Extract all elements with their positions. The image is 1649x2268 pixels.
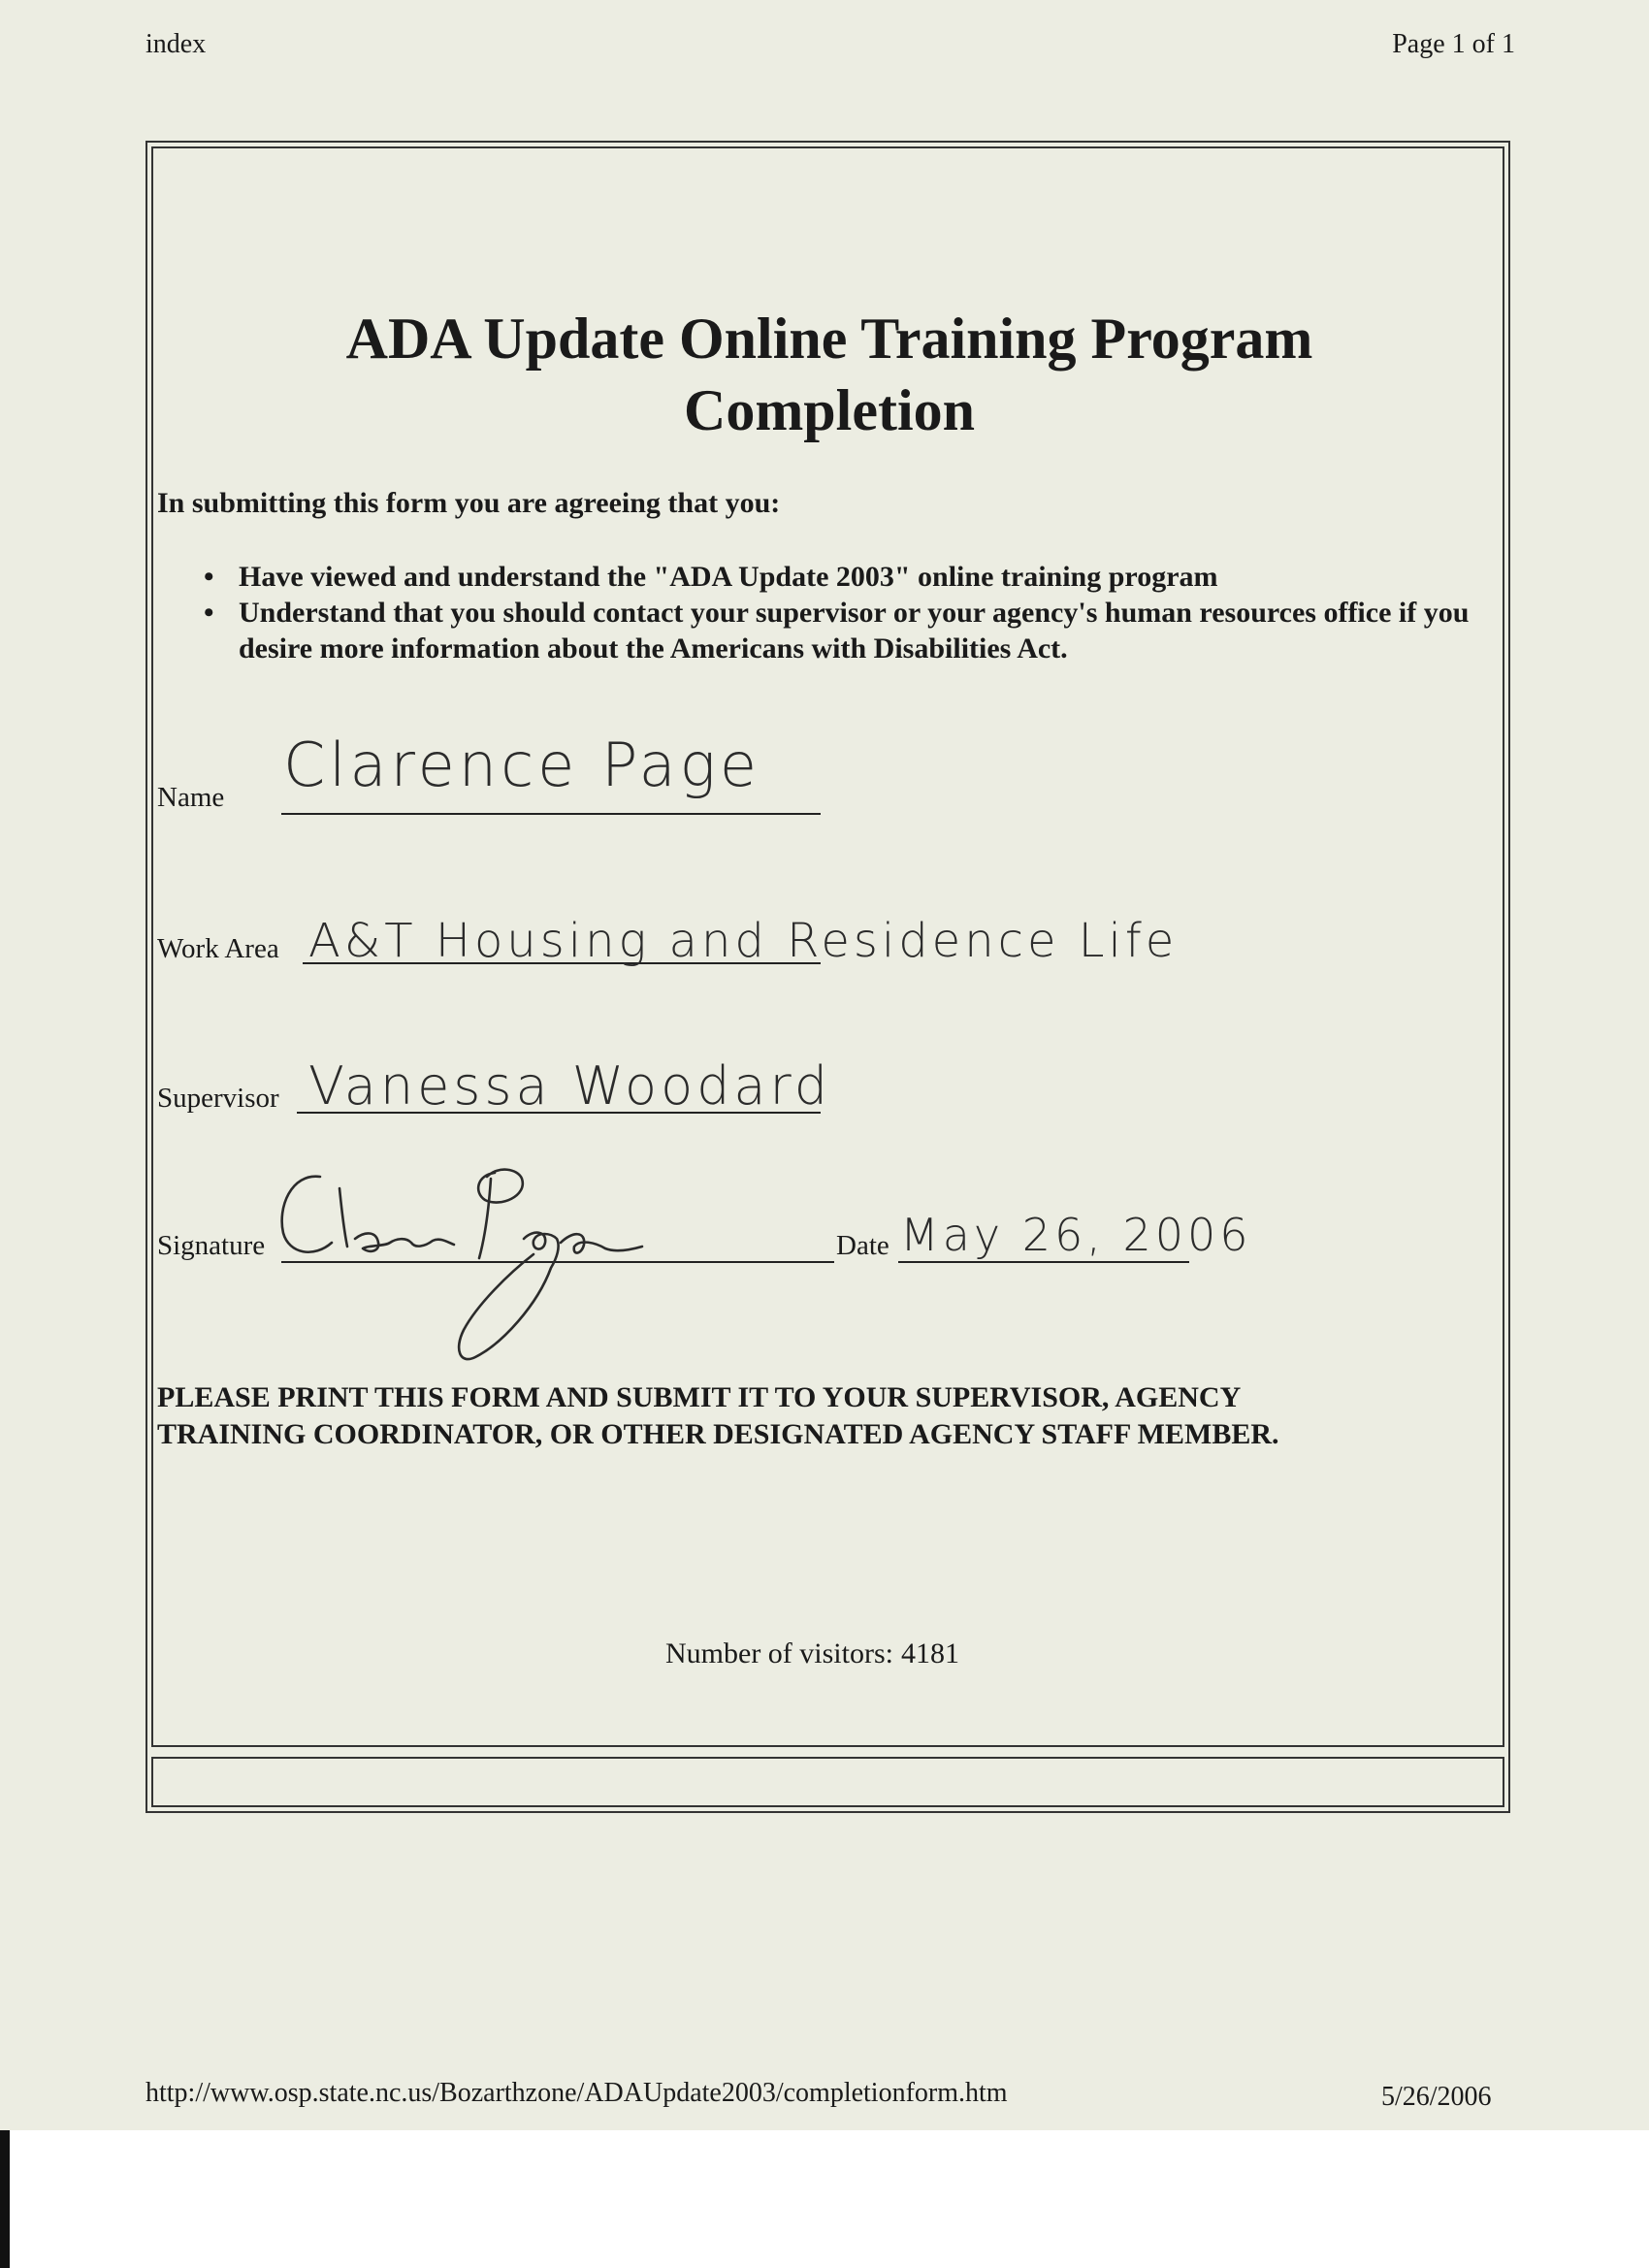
agreement-intro: In submitting this form you are agreeing that you: <box>157 487 781 519</box>
visitor-counter-label: Number of visitors: <box>665 1637 893 1669</box>
date-handwritten-value: May 26, 2006 <box>900 1209 1252 1261</box>
name-handwritten-value: Clarence Page <box>283 729 760 800</box>
print-header-title: index <box>146 29 207 59</box>
signature-label: Signature <box>157 1230 266 1261</box>
agreement-item-text: Understand that you should contact your supervisor or your agency's human resources office if you desire more information about the Americans with Disabilities Act. <box>239 597 1470 664</box>
name-field-line[interactable] <box>281 813 821 815</box>
submission-notice <box>157 1379 1279 1453</box>
visitor-counter-value: 4181 <box>900 1637 959 1669</box>
supervisor-handwritten-value: Vanessa Woodard <box>308 1055 832 1117</box>
print-header-page-number: Page 1 of 1 <box>1392 29 1515 59</box>
form-title-line-2: Completion <box>684 378 975 442</box>
submission-notice-line-1: PLEASE PRINT THIS FORM AND SUBMIT IT TO YOUR SUPERVISOR, AGENCY <box>157 1381 1242 1413</box>
name-label: Name <box>157 782 225 813</box>
work-area-handwritten-value: A&T Housing and Residence Life <box>308 914 1179 968</box>
form-bottom-frame <box>151 1757 1504 1807</box>
agreement-item <box>204 559 1471 595</box>
signature-image <box>270 1150 716 1392</box>
date-field-line[interactable] <box>898 1261 1189 1263</box>
date-label: Date <box>836 1230 889 1261</box>
scan-edge-mark <box>0 2130 10 2268</box>
agreement-item-text: Have viewed and understand the "ADA Update 2003" online training program <box>239 561 1218 593</box>
form-title <box>155 303 1504 446</box>
submission-notice-line-2: TRAINING COORDINATOR, OR OTHER DESIGNATED AGENCY STAFF MEMBER. <box>157 1418 1279 1450</box>
agreement-item <box>204 595 1471 666</box>
supervisor-label: Supervisor <box>157 1083 279 1114</box>
bullet-icon: • <box>204 597 214 629</box>
bullet-icon: • <box>204 561 214 593</box>
agreement-list <box>204 559 1471 666</box>
visitor-counter <box>665 1637 959 1670</box>
form-title-line-1: ADA Update Online Training Program <box>345 307 1313 371</box>
work-area-label: Work Area <box>157 933 279 964</box>
print-footer-url: http://www.osp.state.nc.us/Bozarthzone/ADAUpdate2003/completionform.htm <box>146 2078 1008 2108</box>
print-footer-date: 5/26/2006 <box>1381 2082 1492 2112</box>
